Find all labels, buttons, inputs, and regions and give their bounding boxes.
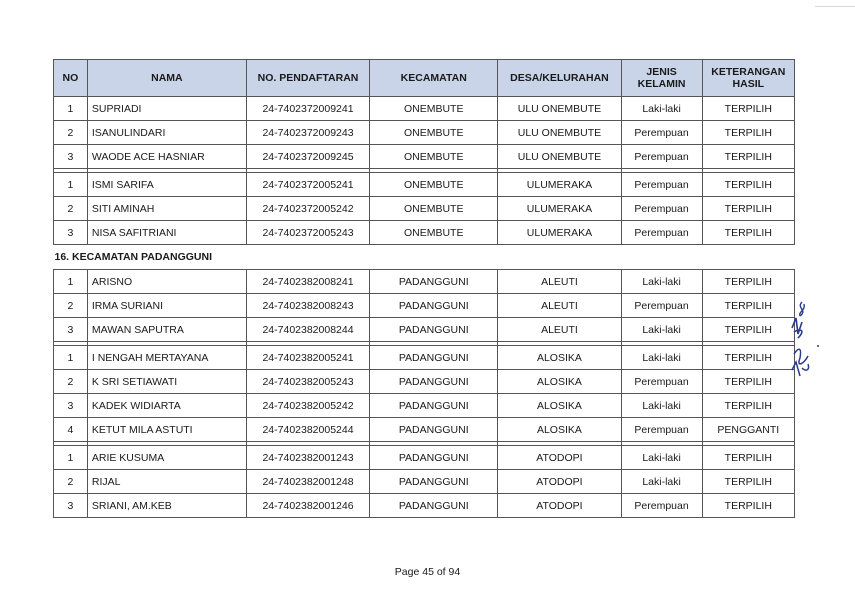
cell-no: 1 <box>54 97 88 121</box>
cell-jenis-kelamin: Laki-laki <box>621 318 702 342</box>
cell-nama: K SRI SETIAWATI <box>87 370 246 394</box>
cell-keterangan-hasil: TERPILIH <box>702 270 794 294</box>
cell-keterangan-hasil: TERPILIH <box>702 370 794 394</box>
page-edge <box>815 0 855 7</box>
cell-no: 3 <box>54 145 88 169</box>
cell-keterangan-hasil: TERPILIH <box>702 97 794 121</box>
cell-desa-kelurahan: ULU ONEMBUTE <box>498 97 621 121</box>
cell-keterangan-hasil: TERPILIH <box>702 446 794 470</box>
cell-jenis-kelamin: Perempuan <box>621 370 702 394</box>
cell-no: 2 <box>54 370 88 394</box>
cell-nama: SUPRIADI <box>87 97 246 121</box>
table-row <box>54 270 795 294</box>
cell-keterangan-hasil: TERPILIH <box>702 394 794 418</box>
cell-no-pendaftaran: 24-7402382001246 <box>246 494 369 518</box>
cell-no-pendaftaran: 24-7402382008241 <box>246 270 369 294</box>
table-row <box>54 418 795 442</box>
cell-jenis-kelamin: Laki-laki <box>621 394 702 418</box>
cell-jenis-kelamin: Laki-laki <box>621 97 702 121</box>
cell-desa-kelurahan: ULUMERAKA <box>498 221 621 245</box>
cell-keterangan-hasil: TERPILIH <box>702 173 794 197</box>
header-jenis-kelamin: JENIS KELAMIN <box>621 60 702 97</box>
cell-nama: ARISNO <box>87 270 246 294</box>
table-body <box>54 97 795 518</box>
cell-nama: KADEK WIDIARTA <box>87 394 246 418</box>
cell-keterangan-hasil: TERPILIH <box>702 470 794 494</box>
cell-nama: SRIANI, AM.KEB <box>87 494 246 518</box>
cell-desa-kelurahan: ATODOPI <box>498 470 621 494</box>
cell-desa-kelurahan: ALOSIKA <box>498 370 621 394</box>
cell-kecamatan: ONEMBUTE <box>370 221 498 245</box>
cell-no: 2 <box>54 121 88 145</box>
cell-desa-kelurahan: ALEUTI <box>498 318 621 342</box>
table-row <box>54 145 795 169</box>
cell-jenis-kelamin: Perempuan <box>621 418 702 442</box>
cell-jenis-kelamin: Perempuan <box>621 173 702 197</box>
header-desa-kelurahan: DESA/KELURAHAN <box>498 60 621 97</box>
handwritten-initials-icon <box>788 298 828 382</box>
section-heading-row <box>54 245 795 270</box>
cell-nama: ARIE KUSUMA <box>87 446 246 470</box>
cell-kecamatan: PADANGGUNI <box>370 394 498 418</box>
cell-no-pendaftaran: 24-7402372009245 <box>246 145 369 169</box>
cell-no-pendaftaran: 24-7402382008243 <box>246 294 369 318</box>
table-row <box>54 294 795 318</box>
cell-no-pendaftaran: 24-7402372005242 <box>246 197 369 221</box>
cell-jenis-kelamin: Laki-laki <box>621 446 702 470</box>
cell-kecamatan: ONEMBUTE <box>370 121 498 145</box>
cell-keterangan-hasil: TERPILIH <box>702 318 794 342</box>
cell-desa-kelurahan: ALOSIKA <box>498 418 621 442</box>
cell-keterangan-hasil: TERPILIH <box>702 121 794 145</box>
cell-no-pendaftaran: 24-7402382008244 <box>246 318 369 342</box>
cell-kecamatan: PADANGGUNI <box>370 494 498 518</box>
table-row <box>54 346 795 370</box>
cell-nama: RIJAL <box>87 470 246 494</box>
cell-jenis-kelamin: Perempuan <box>621 494 702 518</box>
cell-no: 2 <box>54 470 88 494</box>
cell-kecamatan: PADANGGUNI <box>370 470 498 494</box>
cell-keterangan-hasil: TERPILIH <box>702 346 794 370</box>
table-row <box>54 494 795 518</box>
cell-jenis-kelamin: Laki-laki <box>621 470 702 494</box>
page-number: Page 45 of 94 <box>394 566 461 578</box>
header-no-pendaftaran: NO. PENDAFTARAN <box>246 60 369 97</box>
cell-kecamatan: PADANGGUNI <box>370 418 498 442</box>
table-row <box>54 197 795 221</box>
header-keterangan-hasil: KETERANGAN HASIL <box>702 60 794 97</box>
cell-no-pendaftaran: 24-7402382005244 <box>246 418 369 442</box>
cell-kecamatan: ONEMBUTE <box>370 97 498 121</box>
cell-no: 4 <box>54 418 88 442</box>
cell-desa-kelurahan: ALOSIKA <box>498 394 621 418</box>
cell-desa-kelurahan: ULU ONEMBUTE <box>498 121 621 145</box>
cell-kecamatan: PADANGGUNI <box>370 318 498 342</box>
table-row <box>54 221 795 245</box>
cell-nama: KETUT MILA ASTUTI <box>87 418 246 442</box>
cell-no: 2 <box>54 294 88 318</box>
cell-desa-kelurahan: ULU ONEMBUTE <box>498 145 621 169</box>
table-row <box>54 370 795 394</box>
cell-nama: ISANULINDARI <box>87 121 246 145</box>
cell-desa-kelurahan: ULUMERAKA <box>498 173 621 197</box>
cell-jenis-kelamin: Perempuan <box>621 221 702 245</box>
table-row <box>54 97 795 121</box>
cell-keterangan-hasil: TERPILIH <box>702 145 794 169</box>
cell-kecamatan: PADANGGUNI <box>370 446 498 470</box>
cell-no: 1 <box>54 173 88 197</box>
cell-no: 2 <box>54 197 88 221</box>
cell-no-pendaftaran: 24-7402382001248 <box>246 470 369 494</box>
cell-kecamatan: PADANGGUNI <box>370 370 498 394</box>
cell-no-pendaftaran: 24-7402372009243 <box>246 121 369 145</box>
cell-no: 1 <box>54 346 88 370</box>
cell-jenis-kelamin: Perempuan <box>621 145 702 169</box>
header-no: NO <box>54 60 88 97</box>
cell-no: 3 <box>54 494 88 518</box>
cell-no: 3 <box>54 318 88 342</box>
table-row <box>54 446 795 470</box>
cell-no: 3 <box>54 394 88 418</box>
table-row <box>54 470 795 494</box>
cell-desa-kelurahan: ATODOPI <box>498 494 621 518</box>
cell-no-pendaftaran: 24-7402382005241 <box>246 346 369 370</box>
cell-nama: ISMI SARIFA <box>87 173 246 197</box>
cell-desa-kelurahan: ULUMERAKA <box>498 197 621 221</box>
header-nama: NAMA <box>87 60 246 97</box>
cell-kecamatan: ONEMBUTE <box>370 173 498 197</box>
cell-no: 1 <box>54 446 88 470</box>
cell-no-pendaftaran: 24-7402372005241 <box>246 173 369 197</box>
section-heading: 16. KECAMATAN PADANGGUNI <box>54 251 213 263</box>
cell-desa-kelurahan: ALEUTI <box>498 294 621 318</box>
cell-nama: MAWAN SAPUTRA <box>87 318 246 342</box>
cell-no-pendaftaran: 24-7402382005243 <box>246 370 369 394</box>
cell-keterangan-hasil: TERPILIH <box>702 221 794 245</box>
cell-desa-kelurahan: ALOSIKA <box>498 346 621 370</box>
cell-nama: WAODE ACE HASNIAR <box>87 145 246 169</box>
cell-keterangan-hasil: TERPILIH <box>702 494 794 518</box>
table-row <box>54 173 795 197</box>
cell-nama: NISA SAFITRIANI <box>87 221 246 245</box>
cell-no-pendaftaran: 24-7402372009241 <box>246 97 369 121</box>
cell-nama: IRMA SURIANI <box>87 294 246 318</box>
cell-keterangan-hasil: TERPILIH <box>702 197 794 221</box>
table-header-row <box>54 60 795 97</box>
cell-kecamatan: PADANGGUNI <box>370 346 498 370</box>
cell-keterangan-hasil: PENGGANTI <box>702 418 794 442</box>
cell-desa-kelurahan: ATODOPI <box>498 446 621 470</box>
cell-kecamatan: PADANGGUNI <box>370 294 498 318</box>
cell-jenis-kelamin: Laki-laki <box>621 346 702 370</box>
table-row <box>54 394 795 418</box>
header-kecamatan: KECAMATAN <box>370 60 498 97</box>
cell-jenis-kelamin: Laki-laki <box>621 270 702 294</box>
cell-no-pendaftaran: 24-7402372005243 <box>246 221 369 245</box>
cell-desa-kelurahan: ALEUTI <box>498 270 621 294</box>
cell-kecamatan: PADANGGUNI <box>370 270 498 294</box>
cell-jenis-kelamin: Perempuan <box>621 294 702 318</box>
cell-nama: SITI AMINAH <box>87 197 246 221</box>
cell-no: 3 <box>54 221 88 245</box>
cell-kecamatan: ONEMBUTE <box>370 197 498 221</box>
cell-no: 1 <box>54 270 88 294</box>
results-table <box>53 59 795 518</box>
cell-no-pendaftaran: 24-7402382001243 <box>246 446 369 470</box>
cell-keterangan-hasil: TERPILIH <box>702 294 794 318</box>
table-row <box>54 318 795 342</box>
cell-jenis-kelamin: Perempuan <box>621 121 702 145</box>
cell-jenis-kelamin: Perempuan <box>621 197 702 221</box>
cell-no-pendaftaran: 24-7402382005242 <box>246 394 369 418</box>
cell-nama: I NENGAH MERTAYANA <box>87 346 246 370</box>
cell-kecamatan: ONEMBUTE <box>370 145 498 169</box>
table-row <box>54 121 795 145</box>
